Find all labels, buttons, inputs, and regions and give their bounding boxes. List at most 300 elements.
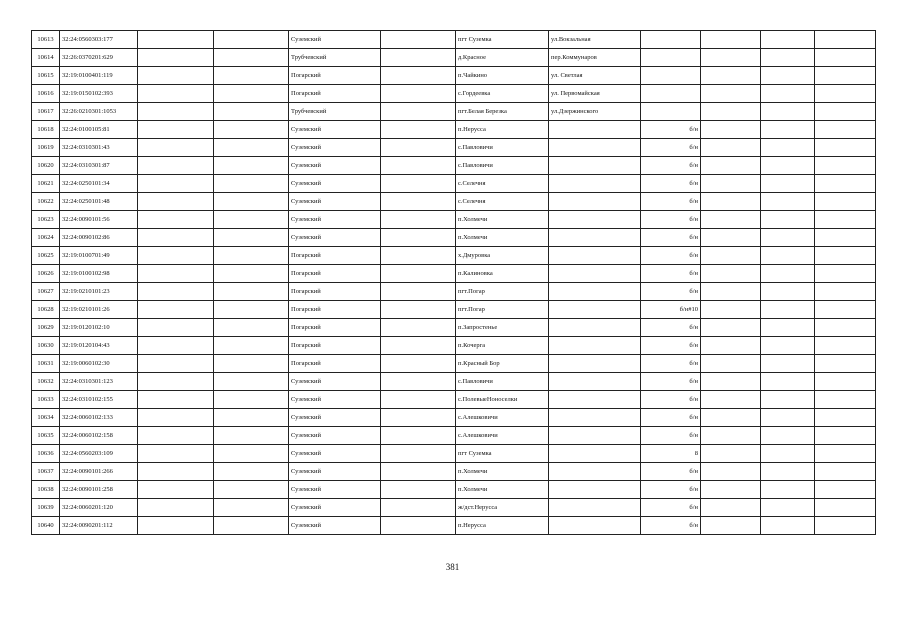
empty-cell [815, 319, 876, 337]
empty-cell [761, 319, 815, 337]
empty-cell [761, 175, 815, 193]
house-number-cell: б/н [641, 229, 701, 247]
empty-cell [381, 175, 456, 193]
empty-cell [214, 337, 289, 355]
district-cell: Суземский [289, 427, 381, 445]
house-number-cell: б/н [641, 355, 701, 373]
cadastral-number-cell: 32:24:0060201:120 [60, 499, 138, 517]
empty-cell [138, 445, 214, 463]
house-number-cell: б/н [641, 139, 701, 157]
empty-cell [138, 409, 214, 427]
empty-cell [815, 337, 876, 355]
cadastral-number-cell: 32:24:0090101:258 [60, 481, 138, 499]
street-cell [549, 283, 641, 301]
cadastral-number-cell: 32:24:0090101:56 [60, 211, 138, 229]
empty-cell [138, 427, 214, 445]
district-cell: Погарский [289, 355, 381, 373]
locality-cell: п.Нерусса [456, 121, 549, 139]
street-cell [549, 427, 641, 445]
table-row [32, 481, 876, 499]
empty-cell [761, 229, 815, 247]
street-cell: ул.Вокзальная [549, 31, 641, 49]
empty-cell [701, 463, 761, 481]
empty-cell [138, 157, 214, 175]
house-number-cell [641, 31, 701, 49]
empty-cell [761, 481, 815, 499]
house-number-cell: б/н [641, 391, 701, 409]
street-cell [549, 409, 641, 427]
empty-cell [138, 463, 214, 481]
empty-cell [815, 517, 876, 535]
locality-cell: д.Красное [456, 49, 549, 67]
cadastral-number-cell: 32:24:0060102:133 [60, 409, 138, 427]
empty-cell [761, 373, 815, 391]
empty-cell [214, 499, 289, 517]
house-number-cell: б/н [641, 409, 701, 427]
empty-cell [701, 391, 761, 409]
row-number-cell: 10636 [32, 445, 60, 463]
row-number-cell: 10637 [32, 463, 60, 481]
empty-cell [381, 265, 456, 283]
locality-cell: п.Калиновка [456, 265, 549, 283]
street-cell [549, 121, 641, 139]
street-cell [549, 193, 641, 211]
empty-cell [138, 265, 214, 283]
empty-cell [214, 391, 289, 409]
empty-cell [381, 463, 456, 481]
table-row [32, 211, 876, 229]
district-cell: Погарский [289, 85, 381, 103]
house-number-cell: б/н [641, 193, 701, 211]
empty-cell [761, 499, 815, 517]
empty-cell [214, 229, 289, 247]
district-cell: Суземский [289, 517, 381, 535]
empty-cell [138, 67, 214, 85]
locality-cell: с.Алешковичи [456, 427, 549, 445]
cadastral-number-cell: 32:24:0310301:123 [60, 373, 138, 391]
street-cell [549, 139, 641, 157]
house-number-cell [641, 103, 701, 121]
district-cell: Суземский [289, 409, 381, 427]
empty-cell [214, 355, 289, 373]
cadastral-number-cell: 32:19:0060102:30 [60, 355, 138, 373]
street-cell: ул. Светлая [549, 67, 641, 85]
empty-cell [214, 409, 289, 427]
cadastral-number-cell: 32:24:0060102:158 [60, 427, 138, 445]
empty-cell [214, 265, 289, 283]
empty-cell [214, 373, 289, 391]
locality-cell: п.Холмечи [456, 463, 549, 481]
empty-cell [381, 409, 456, 427]
empty-cell [701, 301, 761, 319]
empty-cell [815, 247, 876, 265]
empty-cell [815, 409, 876, 427]
empty-cell [761, 337, 815, 355]
empty-cell [381, 67, 456, 85]
locality-cell: ж/дст.Нерусса [456, 499, 549, 517]
table-row [32, 139, 876, 157]
table-row [32, 517, 876, 535]
empty-cell [381, 319, 456, 337]
empty-cell [381, 427, 456, 445]
locality-cell: п.Холмечи [456, 211, 549, 229]
empty-cell [701, 481, 761, 499]
house-number-cell: б/н [641, 283, 701, 301]
empty-cell [381, 31, 456, 49]
empty-cell [701, 337, 761, 355]
empty-cell [761, 283, 815, 301]
row-number-cell: 10615 [32, 67, 60, 85]
street-cell [549, 517, 641, 535]
empty-cell [761, 265, 815, 283]
empty-cell [381, 301, 456, 319]
table-row [32, 175, 876, 193]
district-cell: Погарский [289, 265, 381, 283]
empty-cell [761, 103, 815, 121]
empty-cell [761, 157, 815, 175]
locality-cell: с.Павловичи [456, 373, 549, 391]
empty-cell [214, 247, 289, 265]
cadastral-number-cell: 32:24:0090102:86 [60, 229, 138, 247]
empty-cell [381, 139, 456, 157]
street-cell [549, 337, 641, 355]
empty-cell [381, 499, 456, 517]
empty-cell [761, 49, 815, 67]
empty-cell [214, 283, 289, 301]
house-number-cell: б/н [641, 373, 701, 391]
table-row [32, 301, 876, 319]
empty-cell [381, 355, 456, 373]
empty-cell [701, 517, 761, 535]
district-cell: Погарский [289, 319, 381, 337]
empty-cell [761, 409, 815, 427]
cadastral-number-cell: 32:24:0560203:109 [60, 445, 138, 463]
empty-cell [138, 103, 214, 121]
empty-cell [381, 481, 456, 499]
street-cell: ул.Дзержинского [549, 103, 641, 121]
table-row [32, 319, 876, 337]
cadastral-number-cell: 32:19:0120104:43 [60, 337, 138, 355]
table-row [32, 427, 876, 445]
cadastral-number-cell: 32:19:0100401:119 [60, 67, 138, 85]
empty-cell [138, 139, 214, 157]
empty-cell [381, 103, 456, 121]
table-row [32, 85, 876, 103]
empty-cell [815, 85, 876, 103]
table-row [32, 103, 876, 121]
empty-cell [815, 391, 876, 409]
empty-cell [701, 445, 761, 463]
empty-cell [138, 229, 214, 247]
locality-cell: пгт Суземка [456, 445, 549, 463]
empty-cell [138, 31, 214, 49]
table-row [32, 337, 876, 355]
empty-cell [701, 139, 761, 157]
row-number-cell: 10628 [32, 301, 60, 319]
empty-cell [214, 103, 289, 121]
table-row [32, 49, 876, 67]
district-cell: Погарский [289, 247, 381, 265]
locality-cell: пгт.Погар [456, 301, 549, 319]
house-number-cell: б/н [641, 517, 701, 535]
house-number-cell: б/н [641, 121, 701, 139]
cadastral-number-cell: 32:19:0120102:10 [60, 319, 138, 337]
table-row [32, 121, 876, 139]
locality-cell: с.Павловичи [456, 139, 549, 157]
house-number-cell: б/н [641, 499, 701, 517]
empty-cell [381, 193, 456, 211]
empty-cell [138, 319, 214, 337]
district-cell: Трубчевский [289, 103, 381, 121]
locality-cell: пгт.Белая Березка [456, 103, 549, 121]
empty-cell [761, 445, 815, 463]
empty-cell [214, 175, 289, 193]
cadastral-number-cell: 32:19:0210101:23 [60, 283, 138, 301]
street-cell [549, 391, 641, 409]
empty-cell [701, 121, 761, 139]
cadastral-number-cell: 32:24:0250101:34 [60, 175, 138, 193]
cadastral-number-cell: 32:24:0090201:112 [60, 517, 138, 535]
street-cell [549, 301, 641, 319]
row-number-cell: 10619 [32, 139, 60, 157]
empty-cell [138, 85, 214, 103]
empty-cell [701, 319, 761, 337]
empty-cell [214, 139, 289, 157]
locality-cell: х.Дмуровка [456, 247, 549, 265]
empty-cell [138, 175, 214, 193]
empty-cell [815, 355, 876, 373]
house-number-cell [641, 67, 701, 85]
empty-cell [381, 283, 456, 301]
empty-cell [815, 193, 876, 211]
district-cell: Суземский [289, 391, 381, 409]
locality-cell: п.Нерусса [456, 517, 549, 535]
empty-cell [701, 355, 761, 373]
empty-cell [214, 67, 289, 85]
empty-cell [214, 517, 289, 535]
house-number-cell: б/н [641, 463, 701, 481]
empty-cell [381, 445, 456, 463]
district-cell: Суземский [289, 121, 381, 139]
empty-cell [815, 175, 876, 193]
empty-cell [214, 157, 289, 175]
district-cell: Погарский [289, 337, 381, 355]
district-cell: Суземский [289, 139, 381, 157]
empty-cell [701, 103, 761, 121]
district-cell: Суземский [289, 373, 381, 391]
empty-cell [138, 337, 214, 355]
row-number-cell: 10630 [32, 337, 60, 355]
street-cell [549, 355, 641, 373]
house-number-cell: б/н [641, 247, 701, 265]
empty-cell [701, 283, 761, 301]
empty-cell [214, 319, 289, 337]
empty-cell [761, 121, 815, 139]
empty-cell [761, 301, 815, 319]
cadastral-number-cell: 32:26:0370201:629 [60, 49, 138, 67]
street-cell [549, 499, 641, 517]
row-number-cell: 10640 [32, 517, 60, 535]
cadastral-number-cell: 32:24:0250101:48 [60, 193, 138, 211]
empty-cell [214, 445, 289, 463]
empty-cell [138, 373, 214, 391]
locality-cell: с.Селечня [456, 193, 549, 211]
row-number-cell: 10624 [32, 229, 60, 247]
empty-cell [761, 67, 815, 85]
empty-cell [761, 31, 815, 49]
district-cell: Суземский [289, 31, 381, 49]
empty-cell [138, 499, 214, 517]
empty-cell [214, 301, 289, 319]
street-cell [549, 157, 641, 175]
empty-cell [381, 247, 456, 265]
empty-cell [214, 427, 289, 445]
table-body [32, 31, 876, 535]
empty-cell [381, 121, 456, 139]
house-number-cell: б/н [641, 481, 701, 499]
district-cell: Суземский [289, 229, 381, 247]
district-cell: Погарский [289, 67, 381, 85]
house-number-cell [641, 49, 701, 67]
empty-cell [761, 139, 815, 157]
table-row [32, 463, 876, 481]
empty-cell [815, 301, 876, 319]
locality-cell: с.Селечня [456, 175, 549, 193]
locality-cell: п.Запростенье [456, 319, 549, 337]
empty-cell [701, 193, 761, 211]
empty-cell [815, 103, 876, 121]
empty-cell [381, 229, 456, 247]
empty-cell [701, 67, 761, 85]
empty-cell [815, 211, 876, 229]
row-number-cell: 10623 [32, 211, 60, 229]
empty-cell [815, 265, 876, 283]
empty-cell [815, 67, 876, 85]
empty-cell [761, 211, 815, 229]
table-row [32, 445, 876, 463]
row-number-cell: 10634 [32, 409, 60, 427]
cadastral-number-cell: 32:19:0100102:98 [60, 265, 138, 283]
table-row [32, 193, 876, 211]
street-cell [549, 319, 641, 337]
district-cell: Суземский [289, 175, 381, 193]
row-number-cell: 10620 [32, 157, 60, 175]
row-number-cell: 10633 [32, 391, 60, 409]
empty-cell [761, 427, 815, 445]
house-number-cell [641, 85, 701, 103]
district-cell: Суземский [289, 193, 381, 211]
house-number-cell: б/н#10 [641, 301, 701, 319]
cadastral-number-cell: 32:24:0310301:87 [60, 157, 138, 175]
locality-cell: пгт.Погар [456, 283, 549, 301]
empty-cell [214, 193, 289, 211]
street-cell [549, 247, 641, 265]
locality-cell: п.Красный Бор [456, 355, 549, 373]
empty-cell [761, 355, 815, 373]
empty-cell [701, 373, 761, 391]
row-number-cell: 10622 [32, 193, 60, 211]
street-cell [549, 373, 641, 391]
empty-cell [815, 463, 876, 481]
row-number-cell: 10638 [32, 481, 60, 499]
row-number-cell: 10613 [32, 31, 60, 49]
empty-cell [701, 499, 761, 517]
district-cell: Суземский [289, 445, 381, 463]
cadastral-number-cell: 32:19:0150102:393 [60, 85, 138, 103]
street-cell [549, 445, 641, 463]
district-cell: Суземский [289, 481, 381, 499]
empty-cell [381, 211, 456, 229]
empty-cell [214, 121, 289, 139]
empty-cell [815, 49, 876, 67]
street-cell: ул. Первомайская [549, 85, 641, 103]
empty-cell [214, 31, 289, 49]
house-number-cell: б/н [641, 427, 701, 445]
locality-cell: пгт Суземка [456, 31, 549, 49]
empty-cell [815, 427, 876, 445]
cadastral-number-cell: 32:24:0100105:81 [60, 121, 138, 139]
street-cell: пер.Коммунаров [549, 49, 641, 67]
empty-cell [138, 193, 214, 211]
locality-cell: с.ПолевыеНоноселки [456, 391, 549, 409]
empty-cell [214, 49, 289, 67]
house-number-cell: б/н [641, 319, 701, 337]
empty-cell [701, 175, 761, 193]
locality-cell: с.Алешковичи [456, 409, 549, 427]
district-cell: Погарский [289, 283, 381, 301]
registry-table [31, 30, 876, 535]
street-cell [549, 175, 641, 193]
empty-cell [815, 373, 876, 391]
empty-cell [138, 121, 214, 139]
row-number-cell: 10618 [32, 121, 60, 139]
empty-cell [761, 247, 815, 265]
empty-cell [701, 85, 761, 103]
table-row [32, 157, 876, 175]
row-number-cell: 10626 [32, 265, 60, 283]
empty-cell [701, 49, 761, 67]
house-number-cell: б/н [641, 175, 701, 193]
empty-cell [138, 355, 214, 373]
table-row [32, 31, 876, 49]
row-number-cell: 10617 [32, 103, 60, 121]
house-number-cell: б/н [641, 337, 701, 355]
empty-cell [701, 247, 761, 265]
empty-cell [381, 517, 456, 535]
empty-cell [138, 517, 214, 535]
empty-cell [138, 481, 214, 499]
row-number-cell: 10632 [32, 373, 60, 391]
cadastral-number-cell: 32:24:0310102:155 [60, 391, 138, 409]
row-number-cell: 10625 [32, 247, 60, 265]
cadastral-number-cell: 32:24:0310301:43 [60, 139, 138, 157]
empty-cell [138, 283, 214, 301]
cadastral-number-cell: 32:19:0100701:49 [60, 247, 138, 265]
table-row [32, 409, 876, 427]
empty-cell [701, 409, 761, 427]
empty-cell [761, 463, 815, 481]
empty-cell [701, 31, 761, 49]
cadastral-number-cell: 32:24:0560303:177 [60, 31, 138, 49]
empty-cell [761, 85, 815, 103]
empty-cell [214, 85, 289, 103]
empty-cell [381, 373, 456, 391]
empty-cell [138, 301, 214, 319]
cadastral-number-cell: 32:24:0090101:266 [60, 463, 138, 481]
district-cell: Суземский [289, 157, 381, 175]
empty-cell [815, 229, 876, 247]
house-number-cell: б/н [641, 211, 701, 229]
